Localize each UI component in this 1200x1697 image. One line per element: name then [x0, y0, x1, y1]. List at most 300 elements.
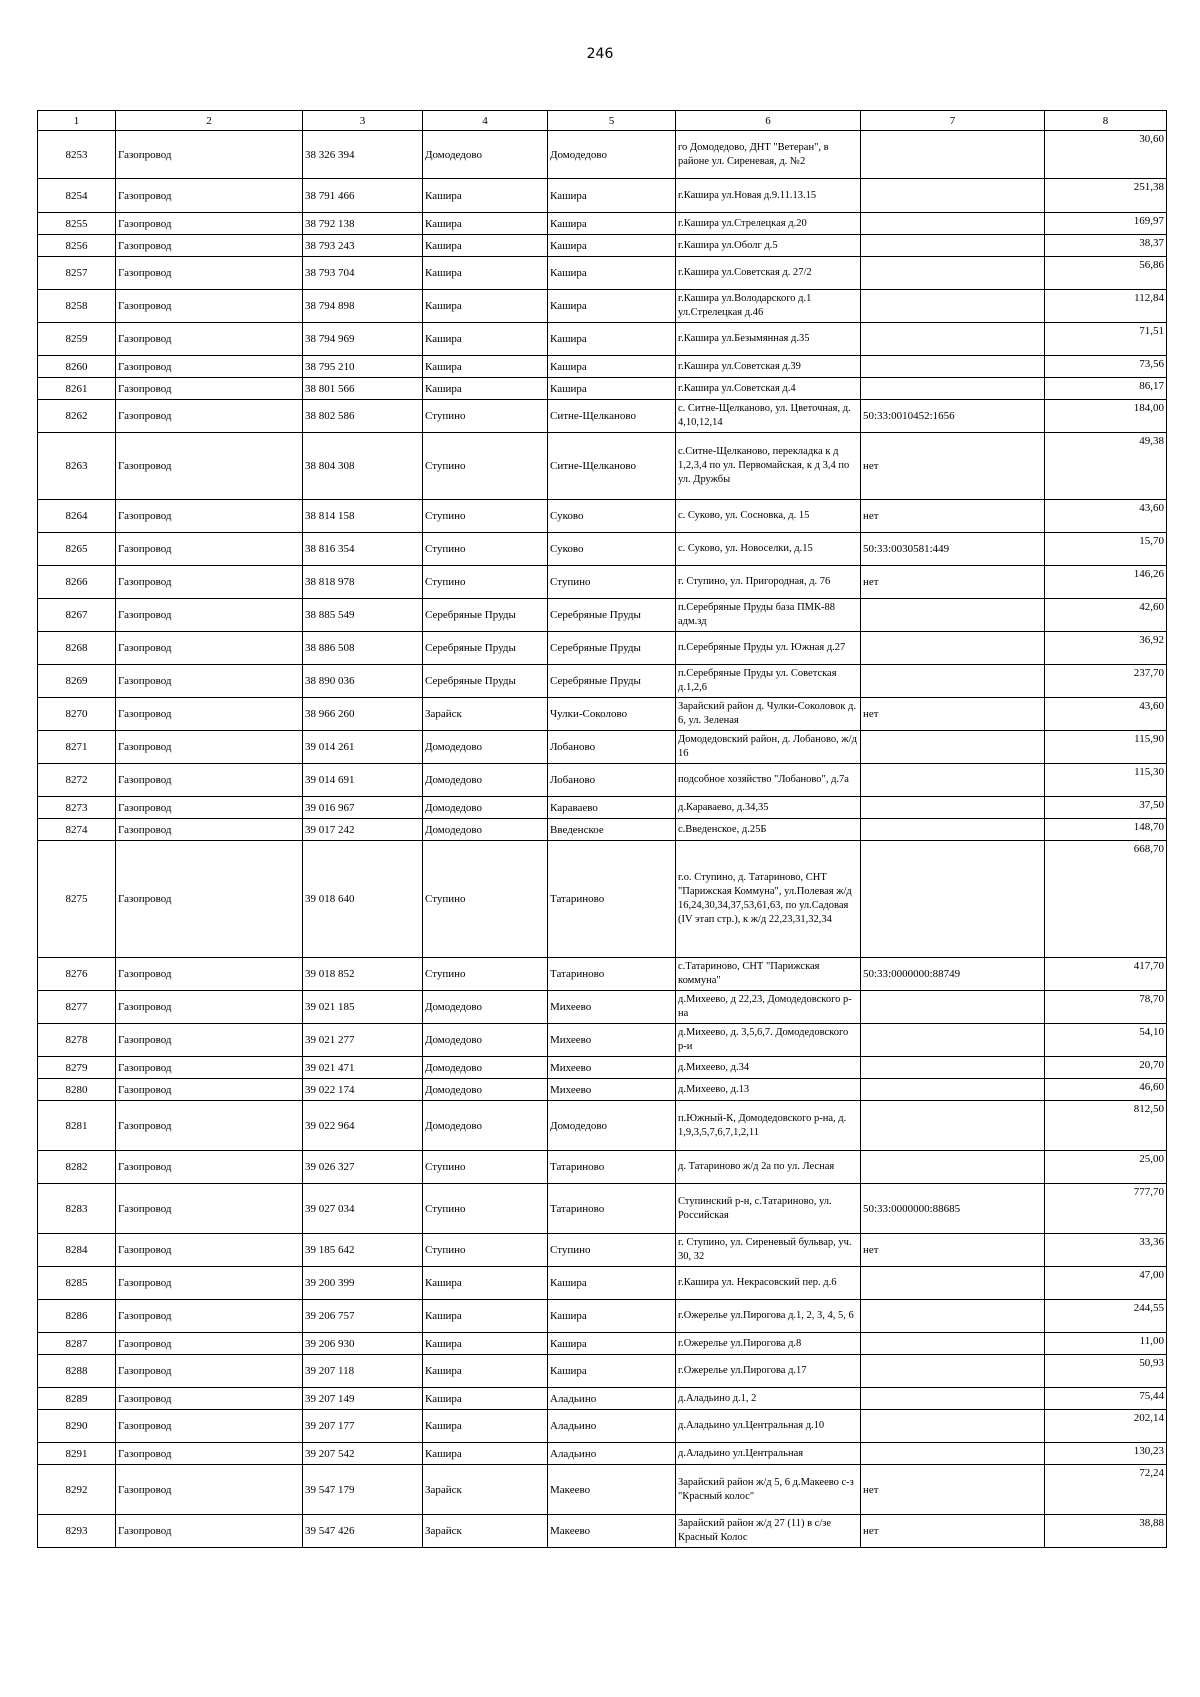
table-row: [38, 1267, 1167, 1300]
inventory-number-cell: 38 791 466: [303, 179, 423, 213]
inventory-number-cell: 38 801 566: [303, 378, 423, 400]
length-value-cell: 43,60: [1045, 698, 1167, 731]
object-name-cell: Газопровод: [116, 1355, 303, 1388]
cadastral-number-cell: [861, 764, 1045, 797]
object-name-cell: Газопровод: [116, 1101, 303, 1151]
object-name-cell: Газопровод: [116, 1184, 303, 1234]
object-name-cell: Газопровод: [116, 1388, 303, 1410]
table-row: [38, 731, 1167, 764]
locality-cell: Суково: [548, 500, 676, 533]
column-header-8: 8: [1045, 111, 1167, 131]
length-value-cell: 43,60: [1045, 500, 1167, 533]
row-number-cell: 8269: [38, 665, 116, 698]
object-name-cell: Газопровод: [116, 819, 303, 841]
inventory-number-cell: 39 206 930: [303, 1333, 423, 1355]
locality-cell: Кашира: [548, 213, 676, 235]
address-cell: Ступинский р-н, с.Татариново, ул. Российская: [676, 1184, 861, 1234]
cadastral-number-cell: [861, 1410, 1045, 1443]
inventory-number-cell: 39 200 399: [303, 1267, 423, 1300]
district-cell: Ступино: [423, 1184, 548, 1234]
length-value-cell: 251,38: [1045, 179, 1167, 213]
district-cell: Кашира: [423, 257, 548, 290]
length-value-cell: 112,84: [1045, 290, 1167, 323]
cadastral-number-cell: 50:33:0030581:449: [861, 533, 1045, 566]
locality-cell: Аладьино: [548, 1388, 676, 1410]
row-number-cell: 8266: [38, 566, 116, 599]
table-row: [38, 433, 1167, 500]
table-row: [38, 500, 1167, 533]
district-cell: Домодедово: [423, 819, 548, 841]
address-cell: с. Ситне-Щелканово, ул. Цветочная, д. 4,10,12,14: [676, 400, 861, 433]
object-name-cell: Газопровод: [116, 257, 303, 290]
locality-cell: Михеево: [548, 991, 676, 1024]
table-row: [38, 356, 1167, 378]
district-cell: Зарайск: [423, 698, 548, 731]
cadastral-number-cell: нет: [861, 1515, 1045, 1548]
row-number-cell: 8293: [38, 1515, 116, 1548]
locality-cell: Кашира: [548, 257, 676, 290]
locality-cell: Введенское: [548, 819, 676, 841]
locality-cell: Кашира: [548, 1267, 676, 1300]
column-header-3: 3: [303, 111, 423, 131]
address-cell: г.Кашира ул.Советская д.4: [676, 378, 861, 400]
district-cell: Кашира: [423, 1410, 548, 1443]
address-cell: д.Аладьино д.1, 2: [676, 1388, 861, 1410]
table-row: [38, 533, 1167, 566]
locality-cell: Серебряные Пруды: [548, 632, 676, 665]
inventory-number-cell: 39 547 426: [303, 1515, 423, 1548]
address-cell: г.Ожерелье ул.Пирогова д.8: [676, 1333, 861, 1355]
district-cell: Домодедово: [423, 1024, 548, 1057]
district-cell: Ступино: [423, 1151, 548, 1184]
column-header-6: 6: [676, 111, 861, 131]
object-name-cell: Газопровод: [116, 235, 303, 257]
object-name-cell: Газопровод: [116, 1465, 303, 1515]
table-row: [38, 841, 1167, 958]
row-number-cell: 8270: [38, 698, 116, 731]
inventory-number-cell: 38 885 549: [303, 599, 423, 632]
locality-cell: Ступино: [548, 566, 676, 599]
row-number-cell: 8279: [38, 1057, 116, 1079]
row-number-cell: 8265: [38, 533, 116, 566]
locality-cell: Михеево: [548, 1057, 676, 1079]
locality-cell: Кашира: [548, 378, 676, 400]
cadastral-number-cell: 50:33:0000000:88749: [861, 958, 1045, 991]
table-row: [38, 257, 1167, 290]
cadastral-number-cell: [861, 797, 1045, 819]
address-cell: д.Михеево, д.34: [676, 1057, 861, 1079]
table-row: [38, 378, 1167, 400]
row-number-cell: 8268: [38, 632, 116, 665]
district-cell: Кашира: [423, 356, 548, 378]
object-name-cell: Газопровод: [116, 1267, 303, 1300]
district-cell: Серебряные Пруды: [423, 599, 548, 632]
cadastral-number-cell: [861, 290, 1045, 323]
page-number: 246: [586, 46, 614, 62]
table-row: [38, 764, 1167, 797]
length-value-cell: 38,37: [1045, 235, 1167, 257]
table-row: [38, 1515, 1167, 1548]
table-row: [38, 1388, 1167, 1410]
length-value-cell: 78,70: [1045, 991, 1167, 1024]
inventory-number-cell: 39 021 277: [303, 1024, 423, 1057]
address-cell: д.Караваево, д.34,35: [676, 797, 861, 819]
table-row: [38, 1057, 1167, 1079]
object-name-cell: Газопровод: [116, 1024, 303, 1057]
object-name-cell: Газопровод: [116, 500, 303, 533]
table-row: [38, 1151, 1167, 1184]
address-cell: Зарайский район д. Чулки-Соколовок д. 6, ул. Зеленая: [676, 698, 861, 731]
row-number-cell: 8255: [38, 213, 116, 235]
inventory-number-cell: 38 886 508: [303, 632, 423, 665]
table-row: [38, 1443, 1167, 1465]
district-cell: Кашира: [423, 235, 548, 257]
length-value-cell: 72,24: [1045, 1465, 1167, 1515]
row-number-cell: 8278: [38, 1024, 116, 1057]
inventory-number-cell: 39 021 471: [303, 1057, 423, 1079]
table-row: [38, 1355, 1167, 1388]
length-value-cell: 417,70: [1045, 958, 1167, 991]
district-cell: Кашира: [423, 1355, 548, 1388]
cadastral-number-cell: [861, 131, 1045, 179]
inventory-number-cell: 38 966 260: [303, 698, 423, 731]
inventory-number-cell: 39 018 640: [303, 841, 423, 958]
row-number-cell: 8258: [38, 290, 116, 323]
cadastral-number-cell: [861, 1057, 1045, 1079]
object-name-cell: Газопровод: [116, 378, 303, 400]
address-cell: п.Серебряные Пруды ул. Южная д.27: [676, 632, 861, 665]
inventory-number-cell: 39 016 967: [303, 797, 423, 819]
district-cell: Ступино: [423, 533, 548, 566]
row-number-cell: 8287: [38, 1333, 116, 1355]
cadastral-number-cell: [861, 1101, 1045, 1151]
row-number-cell: 8264: [38, 500, 116, 533]
district-cell: Ступино: [423, 958, 548, 991]
object-name-cell: Газопровод: [116, 1300, 303, 1333]
inventory-number-cell: 39 021 185: [303, 991, 423, 1024]
locality-cell: Кашира: [548, 1333, 676, 1355]
object-name-cell: Газопровод: [116, 665, 303, 698]
district-cell: Кашира: [423, 378, 548, 400]
inventory-number-cell: 39 185 642: [303, 1234, 423, 1267]
table-row: [38, 1024, 1167, 1057]
length-value-cell: 184,00: [1045, 400, 1167, 433]
row-number-cell: 8282: [38, 1151, 116, 1184]
address-cell: г.Кашира ул.Оболг д.5: [676, 235, 861, 257]
row-number-cell: 8291: [38, 1443, 116, 1465]
length-value-cell: 56,86: [1045, 257, 1167, 290]
locality-cell: Татариново: [548, 1184, 676, 1234]
object-name-cell: Газопровод: [116, 533, 303, 566]
inventory-number-cell: 38 804 308: [303, 433, 423, 500]
table-row: [38, 819, 1167, 841]
address-cell: г.Кашира ул.Новая д.9.11.13.15: [676, 179, 861, 213]
inventory-number-cell: 39 206 757: [303, 1300, 423, 1333]
address-cell: г.Кашира ул.Безымянная д.35: [676, 323, 861, 356]
locality-cell: Кашира: [548, 179, 676, 213]
address-cell: Зарайский район ж/д 5, 6 д.Макеево с-з "Красный колос": [676, 1465, 861, 1515]
row-number-cell: 8288: [38, 1355, 116, 1388]
address-cell: д. Татариново ж/д 2а по ул. Лесная: [676, 1151, 861, 1184]
cadastral-number-cell: [861, 257, 1045, 290]
length-value-cell: 50,93: [1045, 1355, 1167, 1388]
object-name-cell: Газопровод: [116, 632, 303, 665]
locality-cell: Кашира: [548, 323, 676, 356]
address-cell: г.Кашира ул.Советская д.39: [676, 356, 861, 378]
object-name-cell: Газопровод: [116, 1410, 303, 1443]
length-value-cell: 146,26: [1045, 566, 1167, 599]
inventory-number-cell: 39 022 174: [303, 1079, 423, 1101]
cadastral-number-cell: [861, 378, 1045, 400]
address-cell: с.Ситне-Щелканово, перекладка к д 1,2,3,4 по ул. Первомайская, к д 3,4 по ул. Дружбы: [676, 433, 861, 500]
cadastral-number-cell: [861, 632, 1045, 665]
table-row: [38, 991, 1167, 1024]
district-cell: Домодедово: [423, 131, 548, 179]
length-value-cell: 237,70: [1045, 665, 1167, 698]
address-cell: г. Ступино, ул. Сиреневый бульвар, уч. 30, 32: [676, 1234, 861, 1267]
inventory-number-cell: 39 207 542: [303, 1443, 423, 1465]
table-row: [38, 323, 1167, 356]
length-value-cell: 73,56: [1045, 356, 1167, 378]
locality-cell: Татариново: [548, 1151, 676, 1184]
table-row: [38, 1300, 1167, 1333]
table-row: [38, 1465, 1167, 1515]
object-name-cell: Газопровод: [116, 1079, 303, 1101]
table-row: [38, 958, 1167, 991]
object-name-cell: Газопровод: [116, 290, 303, 323]
row-number-cell: 8256: [38, 235, 116, 257]
locality-cell: Домодедово: [548, 131, 676, 179]
length-value-cell: 30,60: [1045, 131, 1167, 179]
district-cell: Серебряные Пруды: [423, 632, 548, 665]
district-cell: Кашира: [423, 213, 548, 235]
length-value-cell: 130,23: [1045, 1443, 1167, 1465]
object-name-cell: Газопровод: [116, 1234, 303, 1267]
cadastral-number-cell: нет: [861, 698, 1045, 731]
cadastral-number-cell: нет: [861, 1234, 1045, 1267]
row-number-cell: 8262: [38, 400, 116, 433]
object-name-cell: Газопровод: [116, 400, 303, 433]
row-number-cell: 8280: [38, 1079, 116, 1101]
locality-cell: Лобаново: [548, 764, 676, 797]
address-cell: г. Ступино, ул. Пригородная, д. 76: [676, 566, 861, 599]
object-name-cell: Газопровод: [116, 764, 303, 797]
row-number-cell: 8263: [38, 433, 116, 500]
cadastral-number-cell: нет: [861, 433, 1045, 500]
table-body: [38, 131, 1167, 1548]
table-header: [38, 111, 1167, 131]
table-row: [38, 632, 1167, 665]
object-name-cell: Газопровод: [116, 1333, 303, 1355]
address-cell: д.Михеево, д 22,23, Домодедовского р-на: [676, 991, 861, 1024]
inventory-number-cell: 38 792 138: [303, 213, 423, 235]
cadastral-number-cell: [861, 599, 1045, 632]
row-number-cell: 8277: [38, 991, 116, 1024]
length-value-cell: 36,92: [1045, 632, 1167, 665]
address-cell: д.Михеево, д.13: [676, 1079, 861, 1101]
district-cell: Домодедово: [423, 731, 548, 764]
row-number-cell: 8283: [38, 1184, 116, 1234]
district-cell: Зарайск: [423, 1465, 548, 1515]
object-name-cell: Газопровод: [116, 323, 303, 356]
address-cell: г.о. Ступино, д. Татариново, СНТ "Парижская Коммуна", ул.Полевая ж/д 16,24,30,34,37,53,61,63, по ул.Садовая (IV этап стр.), к ж/д 22,23,31,32,34: [676, 841, 861, 958]
cadastral-number-cell: [861, 356, 1045, 378]
address-cell: п.Южный-К, Домодедовского р-на, д. 1,9,3,5,7,6,7,1,2,11: [676, 1101, 861, 1151]
header-row: [38, 111, 1167, 131]
object-name-cell: Газопровод: [116, 991, 303, 1024]
row-number-cell: 8281: [38, 1101, 116, 1151]
object-name-cell: Газопровод: [116, 1443, 303, 1465]
inventory-number-cell: 39 207 118: [303, 1355, 423, 1388]
locality-cell: Кашира: [548, 1355, 676, 1388]
locality-cell: Аладьино: [548, 1443, 676, 1465]
inventory-number-cell: 38 326 394: [303, 131, 423, 179]
cadastral-number-cell: [861, 1443, 1045, 1465]
address-cell: г.Кашира ул.Стрелецкая д.20: [676, 213, 861, 235]
object-name-cell: Газопровод: [116, 356, 303, 378]
cadastral-number-cell: [861, 819, 1045, 841]
table-row: [38, 1079, 1167, 1101]
cadastral-number-cell: [861, 235, 1045, 257]
object-name-cell: Газопровод: [116, 797, 303, 819]
length-value-cell: 11,00: [1045, 1333, 1167, 1355]
inventory-number-cell: 38 802 586: [303, 400, 423, 433]
length-value-cell: 668,70: [1045, 841, 1167, 958]
inventory-number-cell: 39 018 852: [303, 958, 423, 991]
locality-cell: Татариново: [548, 841, 676, 958]
length-value-cell: 42,60: [1045, 599, 1167, 632]
length-value-cell: 75,44: [1045, 1388, 1167, 1410]
column-header-1: 1: [38, 111, 116, 131]
locality-cell: Серебряные Пруды: [548, 599, 676, 632]
inventory-number-cell: 39 014 261: [303, 731, 423, 764]
object-name-cell: Газопровод: [116, 433, 303, 500]
district-cell: Кашира: [423, 1388, 548, 1410]
district-cell: Ступино: [423, 1234, 548, 1267]
object-name-cell: Газопровод: [116, 599, 303, 632]
object-name-cell: Газопровод: [116, 213, 303, 235]
district-cell: Домодедово: [423, 991, 548, 1024]
row-number-cell: 8267: [38, 599, 116, 632]
table-row: [38, 400, 1167, 433]
column-header-4: 4: [423, 111, 548, 131]
inventory-number-cell: 39 014 691: [303, 764, 423, 797]
locality-cell: Ситне-Щелканово: [548, 400, 676, 433]
inventory-number-cell: 38 795 210: [303, 356, 423, 378]
inventory-number-cell: 39 207 177: [303, 1410, 423, 1443]
row-number-cell: 8259: [38, 323, 116, 356]
address-cell: с. Суково, ул. Новоселки, д.15: [676, 533, 861, 566]
address-cell: д.Аладьино ул.Центральная д.10: [676, 1410, 861, 1443]
locality-cell: Кашира: [548, 290, 676, 323]
cadastral-number-cell: [861, 1388, 1045, 1410]
inventory-number-cell: 38 890 036: [303, 665, 423, 698]
length-value-cell: 15,70: [1045, 533, 1167, 566]
row-number-cell: 8272: [38, 764, 116, 797]
district-cell: Ступино: [423, 566, 548, 599]
row-number-cell: 8275: [38, 841, 116, 958]
address-cell: подсобное хозяйство "Лобаново", д.7а: [676, 764, 861, 797]
district-cell: Домодедово: [423, 1101, 548, 1151]
row-number-cell: 8284: [38, 1234, 116, 1267]
table-row: [38, 179, 1167, 213]
length-value-cell: 777,70: [1045, 1184, 1167, 1234]
cadastral-number-cell: [861, 323, 1045, 356]
row-number-cell: 8285: [38, 1267, 116, 1300]
cadastral-number-cell: [861, 731, 1045, 764]
locality-cell: Михеево: [548, 1024, 676, 1057]
table-row: [38, 1184, 1167, 1234]
district-cell: Домодедово: [423, 797, 548, 819]
address-cell: г.Ожерелье ул.Пирогова д.1, 2, 3, 4, 5, 6: [676, 1300, 861, 1333]
locality-cell: Суково: [548, 533, 676, 566]
district-cell: Ступино: [423, 400, 548, 433]
cadastral-number-cell: 50:33:0010452:1656: [861, 400, 1045, 433]
row-number-cell: 8273: [38, 797, 116, 819]
address-cell: г.Кашира ул.Советская д. 27/2: [676, 257, 861, 290]
cadastral-number-cell: [861, 991, 1045, 1024]
address-cell: п.Серебряные Пруды база ПМК-88 адм.зд: [676, 599, 861, 632]
district-cell: Кашира: [423, 1333, 548, 1355]
cadastral-number-cell: [861, 1267, 1045, 1300]
district-cell: Кашира: [423, 290, 548, 323]
registry-table: [37, 110, 1167, 1548]
length-value-cell: 46,60: [1045, 1079, 1167, 1101]
column-header-5: 5: [548, 111, 676, 131]
row-number-cell: 8254: [38, 179, 116, 213]
row-number-cell: 8290: [38, 1410, 116, 1443]
inventory-number-cell: 39 022 964: [303, 1101, 423, 1151]
address-cell: с.Введенское, д.25Б: [676, 819, 861, 841]
inventory-number-cell: 38 794 898: [303, 290, 423, 323]
object-name-cell: Газопровод: [116, 841, 303, 958]
cadastral-number-cell: [861, 1333, 1045, 1355]
inventory-number-cell: 39 207 149: [303, 1388, 423, 1410]
length-value-cell: 115,90: [1045, 731, 1167, 764]
address-cell: п.Серебряные Пруды ул. Советская д.1,2,6: [676, 665, 861, 698]
inventory-number-cell: 38 793 704: [303, 257, 423, 290]
table-row: [38, 665, 1167, 698]
locality-cell: Татариново: [548, 958, 676, 991]
address-cell: д.Михеево, д. 3,5,6,7. Домодедовского р-и: [676, 1024, 861, 1057]
address-cell: с.Татариново, СНТ "Парижская коммуна": [676, 958, 861, 991]
address-cell: д.Аладьино ул.Центральная: [676, 1443, 861, 1465]
district-cell: Кашира: [423, 179, 548, 213]
inventory-number-cell: 38 814 158: [303, 500, 423, 533]
row-number-cell: 8286: [38, 1300, 116, 1333]
address-cell: Зарайский район ж/д 27 (11) в с/зе Красный Колос: [676, 1515, 861, 1548]
cadastral-number-cell: нет: [861, 1465, 1045, 1515]
locality-cell: Чулки-Соколово: [548, 698, 676, 731]
column-header-2: 2: [116, 111, 303, 131]
locality-cell: Кашира: [548, 356, 676, 378]
length-value-cell: 20,70: [1045, 1057, 1167, 1079]
length-value-cell: 38,88: [1045, 1515, 1167, 1548]
district-cell: Домодедово: [423, 1057, 548, 1079]
length-value-cell: 86,17: [1045, 378, 1167, 400]
length-value-cell: 47,00: [1045, 1267, 1167, 1300]
locality-cell: Ступино: [548, 1234, 676, 1267]
cadastral-number-cell: [861, 665, 1045, 698]
district-cell: Ступино: [423, 433, 548, 500]
inventory-number-cell: 38 794 969: [303, 323, 423, 356]
object-name-cell: Газопровод: [116, 731, 303, 764]
length-value-cell: 33,36: [1045, 1234, 1167, 1267]
table-row: [38, 290, 1167, 323]
inventory-number-cell: 39 547 179: [303, 1465, 423, 1515]
district-cell: Зарайск: [423, 1515, 548, 1548]
district-cell: Серебряные Пруды: [423, 665, 548, 698]
